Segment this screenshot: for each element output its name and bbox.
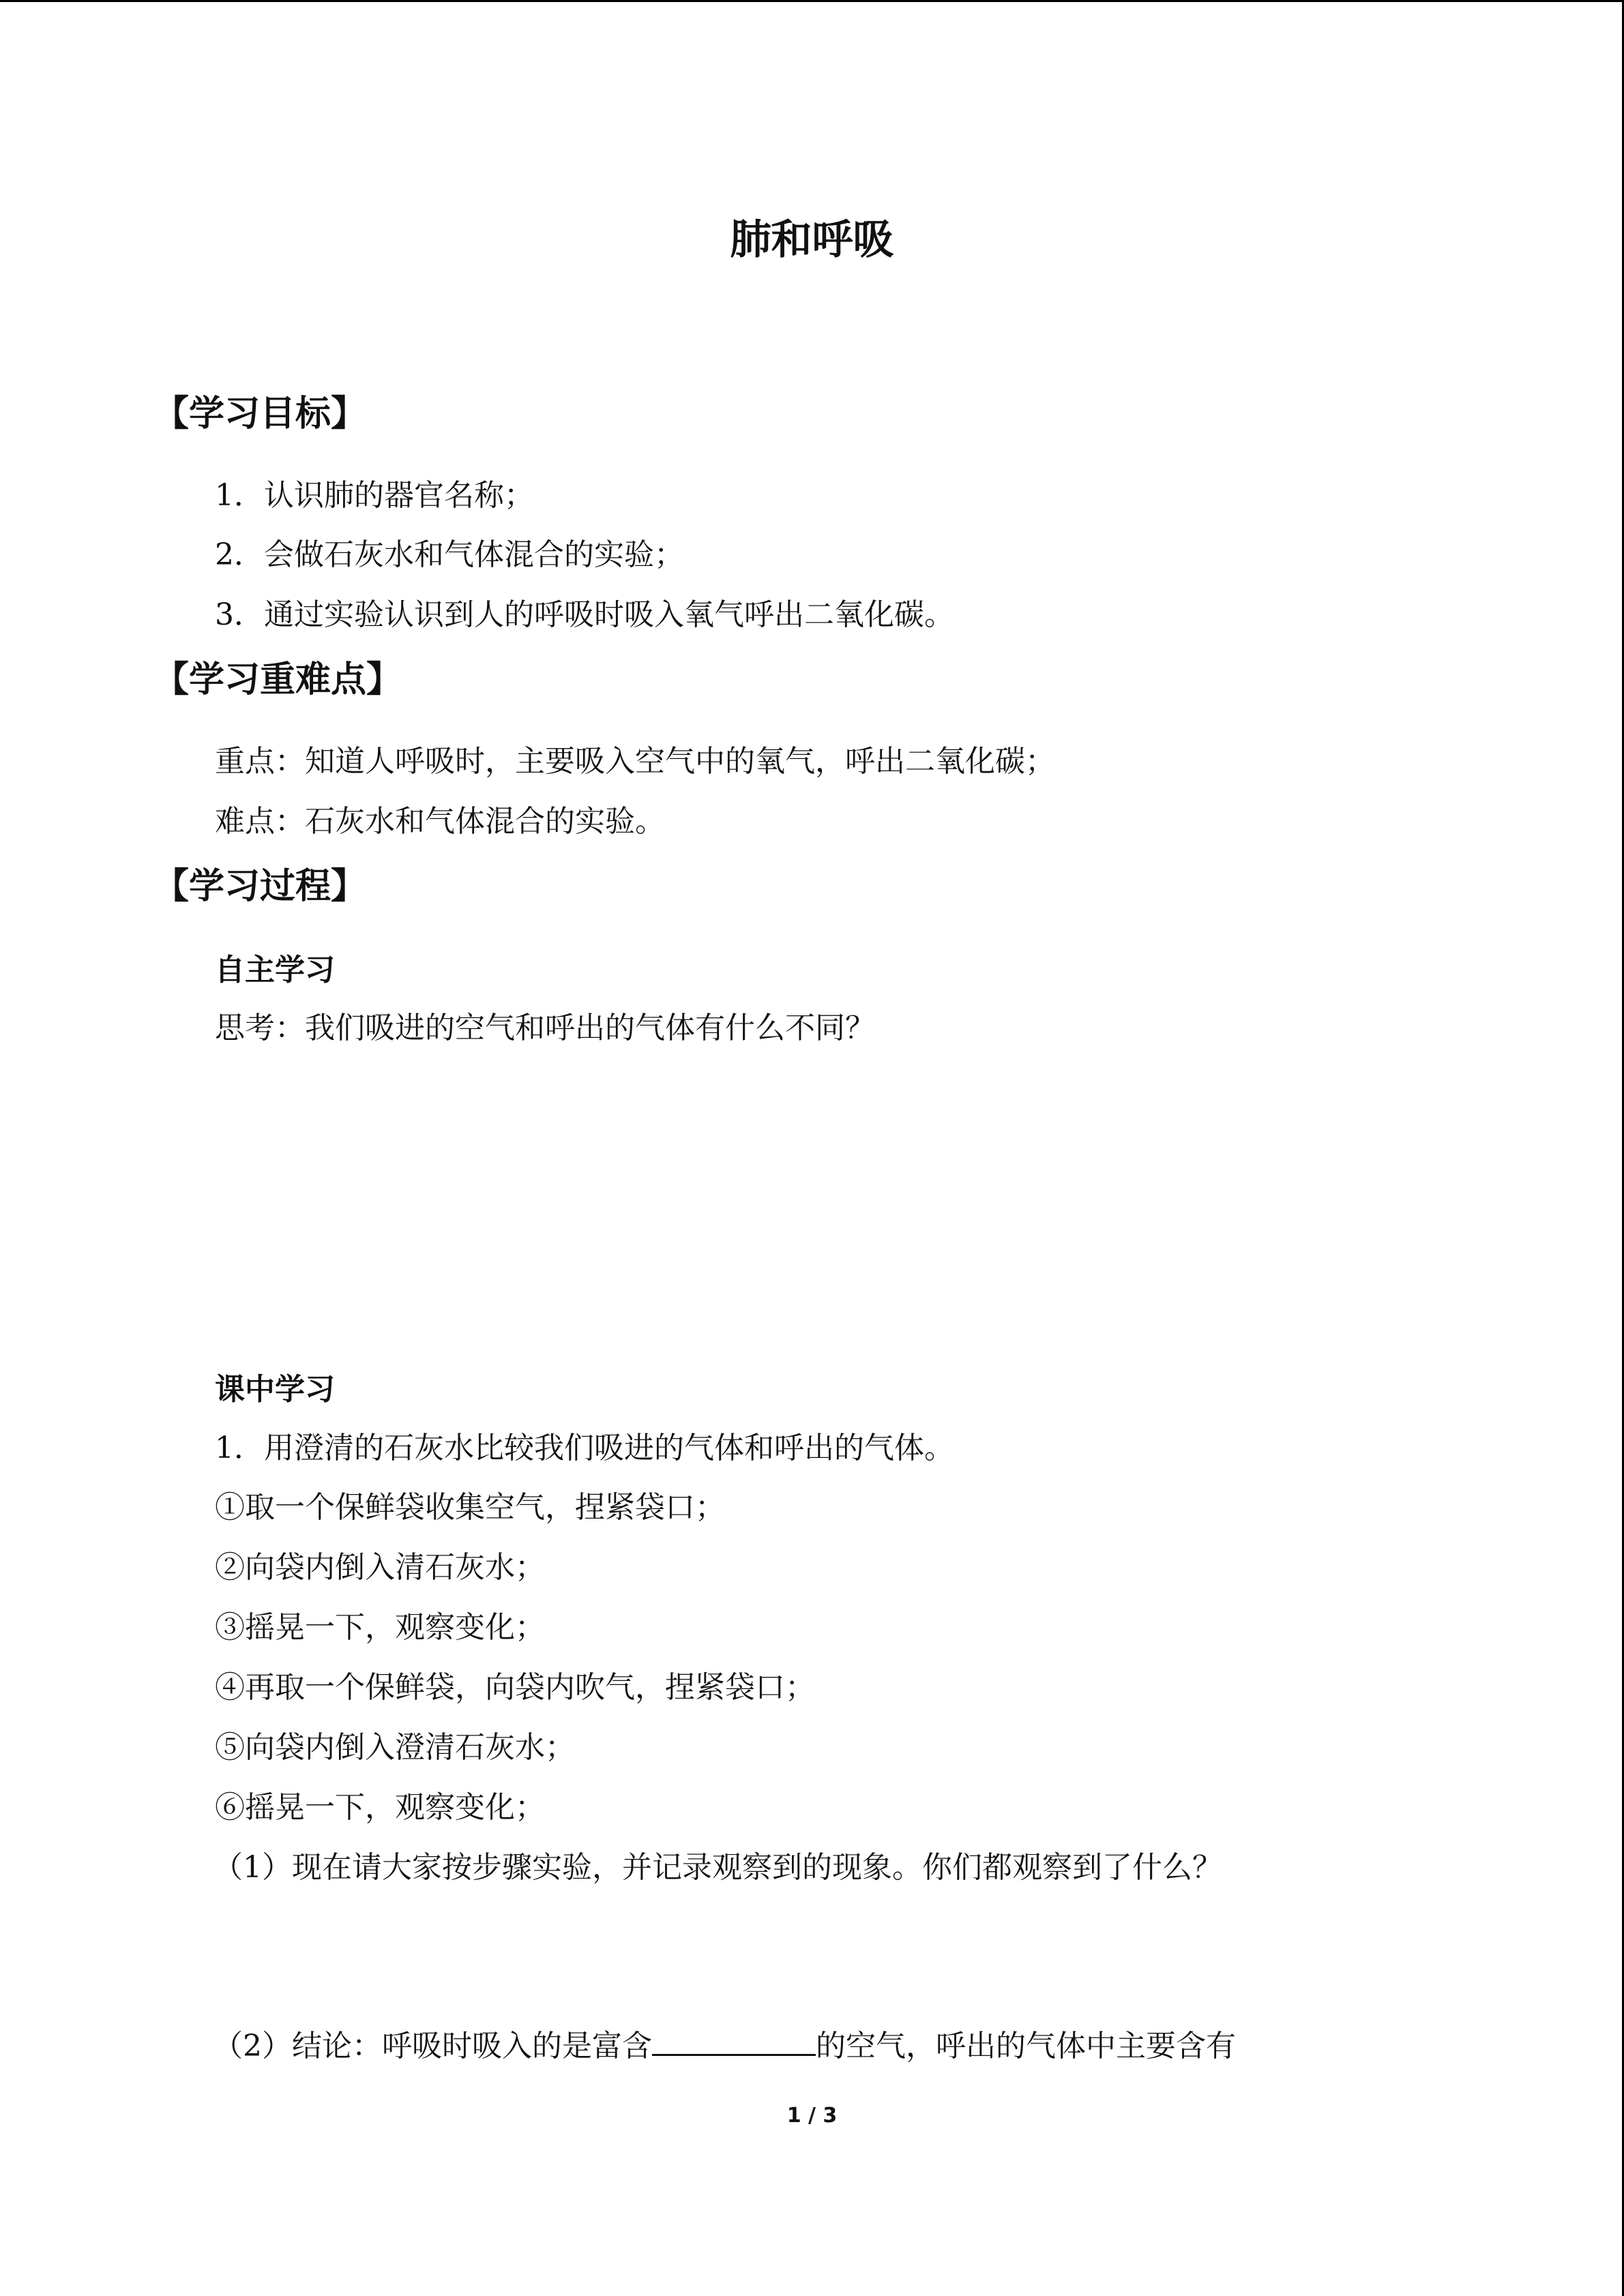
section-heading-keypoints: 【学习重难点】 [153, 659, 402, 700]
page-top-border [0, 0, 1624, 2]
subheading-self-study: 自主学习 [215, 953, 335, 987]
keypoint-item-1: 重点：知道人呼吸时，主要吸入空气中的氧气，呼出二氧化碳； [215, 744, 1055, 779]
goal-item-3: 3．通过实验认识到人的呼吸时吸入氧气呼出二氧化碳。 [215, 597, 954, 632]
goal-item-2: 2．会做石灰水和气体混合的实验； [215, 537, 684, 572]
conclusion-text-before: （2）结论：呼吸时吸入的是富含 [213, 2029, 652, 2063]
class-study-question-1: （1）现在请大家按步骤实验，并记录观察到的现象。你们都观察到了什么？ [213, 1850, 1222, 1885]
class-study-step-1: ①取一个保鲜袋收集空气，捏紧袋口； [215, 1490, 725, 1525]
fill-in-blank[interactable] [652, 2027, 816, 2056]
keypoint-item-2: 难点：石灰水和气体混合的实验。 [215, 804, 665, 839]
class-study-step-5: ⑤向袋内倒入澄清石灰水； [215, 1730, 575, 1765]
class-study-conclusion [213, 2026, 1236, 2067]
section-heading-process: 【学习过程】 [153, 866, 367, 907]
class-study-step-6: ⑥摇晃一下，观察变化； [215, 1790, 545, 1825]
page-number: 1 / 3 [786, 2104, 838, 2128]
class-study-step-3: ③摇晃一下，观察变化； [215, 1610, 545, 1645]
class-study-step-2: ②向袋内倒入清石灰水； [215, 1550, 545, 1585]
class-study-step-4: ④再取一个保鲜袋，向袋内吹气，捏紧袋口； [215, 1670, 815, 1705]
section-heading-goals: 【学习目标】 [153, 393, 367, 434]
self-study-question: 思考：我们吸进的空气和呼出的气体有什么不同？ [215, 1011, 875, 1045]
goal-item-1: 1．认识肺的器官名称； [215, 478, 534, 513]
page-title: 肺和呼吸 [730, 216, 894, 264]
class-study-line-1: 1．用澄清的石灰水比较我们吸进的气体和呼出的气体。 [215, 1431, 954, 1465]
subheading-class-study: 课中学习 [215, 1372, 335, 1407]
conclusion-text-after: 的空气，呼出的气体中主要含有 [816, 2029, 1236, 2063]
